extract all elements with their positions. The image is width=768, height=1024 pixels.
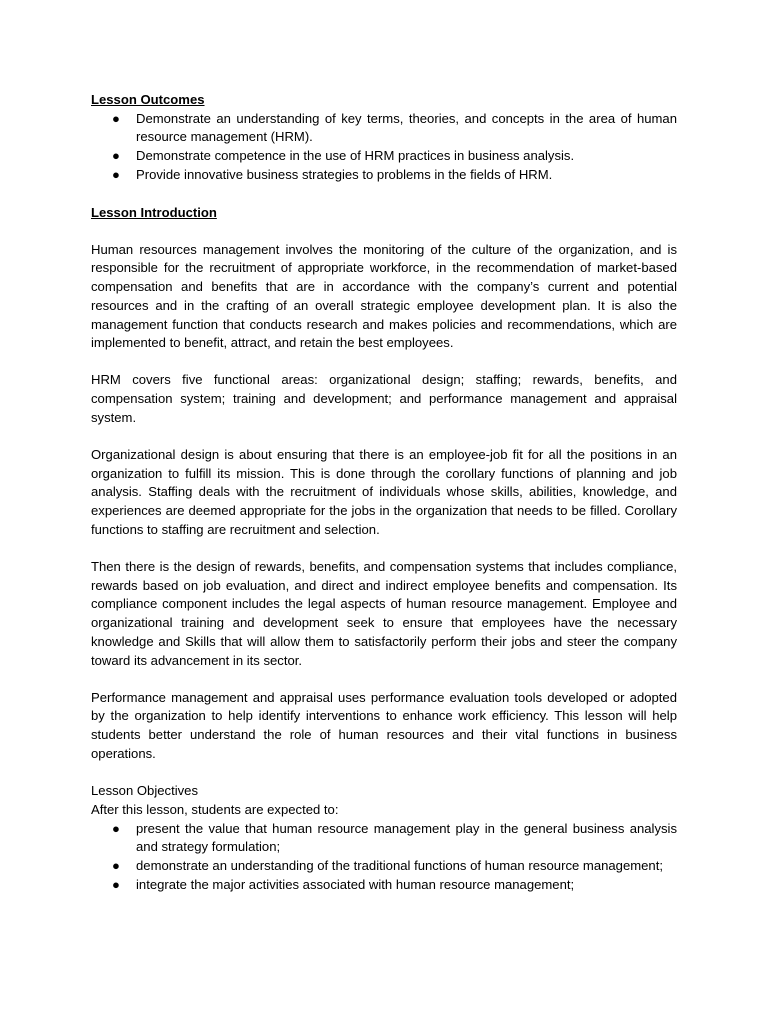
bullet-icon: ●	[112, 857, 120, 873]
lesson-outcomes-heading: Lesson Outcomes	[91, 92, 205, 107]
bullet-icon: ●	[112, 876, 120, 892]
bullet-icon: ●	[112, 148, 120, 164]
intro-paragraph: Performance management and appraisal uses performance evaluation tools developed or adopted by the organization to help identify interventions to enhance work efficiency. This lesson will help students better understand the role of human resources and their vital functions in business operations.	[91, 689, 677, 761]
list-item	[91, 166, 677, 185]
lesson-objectives-heading: Lesson Objectives	[91, 783, 198, 799]
bullet-icon: ●	[112, 820, 120, 836]
list-item-text: Demonstrate competence in the use of HRM practices in business analysis.	[136, 148, 575, 164]
intro-paragraph: Human resources management involves the monitoring of the culture of the organization, and is responsible for the recruitment of appropriate workforce, in the recommendation of market-based compensation and benefits that are in accordance with the company’s current and potential resources and in the crafting of an overall strategic employee development plan. It is also the management function that conducts research and makes policies and recommendations, which are implemented to benefit, attract, and retain the best employees.	[91, 241, 677, 351]
list-item-text: demonstrate an understanding of the traditional functions of human resource management;	[136, 857, 663, 873]
document-page	[91, 91, 677, 894]
bullet-icon: ●	[112, 166, 120, 182]
list-item	[91, 110, 677, 147]
lesson-objectives-list	[91, 820, 677, 895]
list-item	[91, 820, 677, 857]
list-item-text: integrate the major activities associated with human resource management;	[136, 876, 575, 892]
lesson-outcomes-list	[91, 110, 677, 185]
intro-paragraph: HRM covers five functional areas: organizational design; staffing; rewards, benefits, and compensation system; training and development; and performance management and appraisal system.	[91, 372, 677, 425]
list-item	[91, 857, 677, 876]
intro-paragraph: Organizational design is about ensuring that there is an employee-job fit for all the positions in an organization to fulfill its mission. This is done through the corollary functions of planning and job analysis. Staffing deals with the recruitment of individuals whose skills, abilities, knowledge, and experiences are deemed appropriate for the jobs in the organization that needs to be filled. Corollary functions to staffing are recruitment and selection.	[91, 447, 677, 537]
list-item-text: Provide innovative business strategies to problems in the fields of HRM.	[136, 166, 553, 182]
intro-paragraph: Then there is the design of rewards, benefits, and compensation systems that includes compliance, rewards based on job evaluation, and direct and indirect employee benefits and compensation. Its compliance component includes the legal aspects of human resource management. Employee and organizational training and development seek to ensure that employees have the necessary knowledge and Skills that will allow them to satisfactorily perform their jobs and steer the company toward its advancement in its sector.	[91, 559, 677, 668]
list-item	[91, 876, 677, 895]
list-item-text: present the value that human resource management play in the general business analysis and strategy formulation;	[136, 820, 677, 855]
lesson-introduction-heading: Lesson Introduction	[91, 204, 217, 220]
list-item-text: Demonstrate an understanding of key terms, theories, and concepts in the area of human resource management (HRM).	[136, 110, 677, 145]
list-item	[91, 147, 677, 166]
bullet-icon: ●	[112, 110, 120, 126]
lesson-objectives-lead: After this lesson, students are expected to:	[91, 801, 339, 817]
